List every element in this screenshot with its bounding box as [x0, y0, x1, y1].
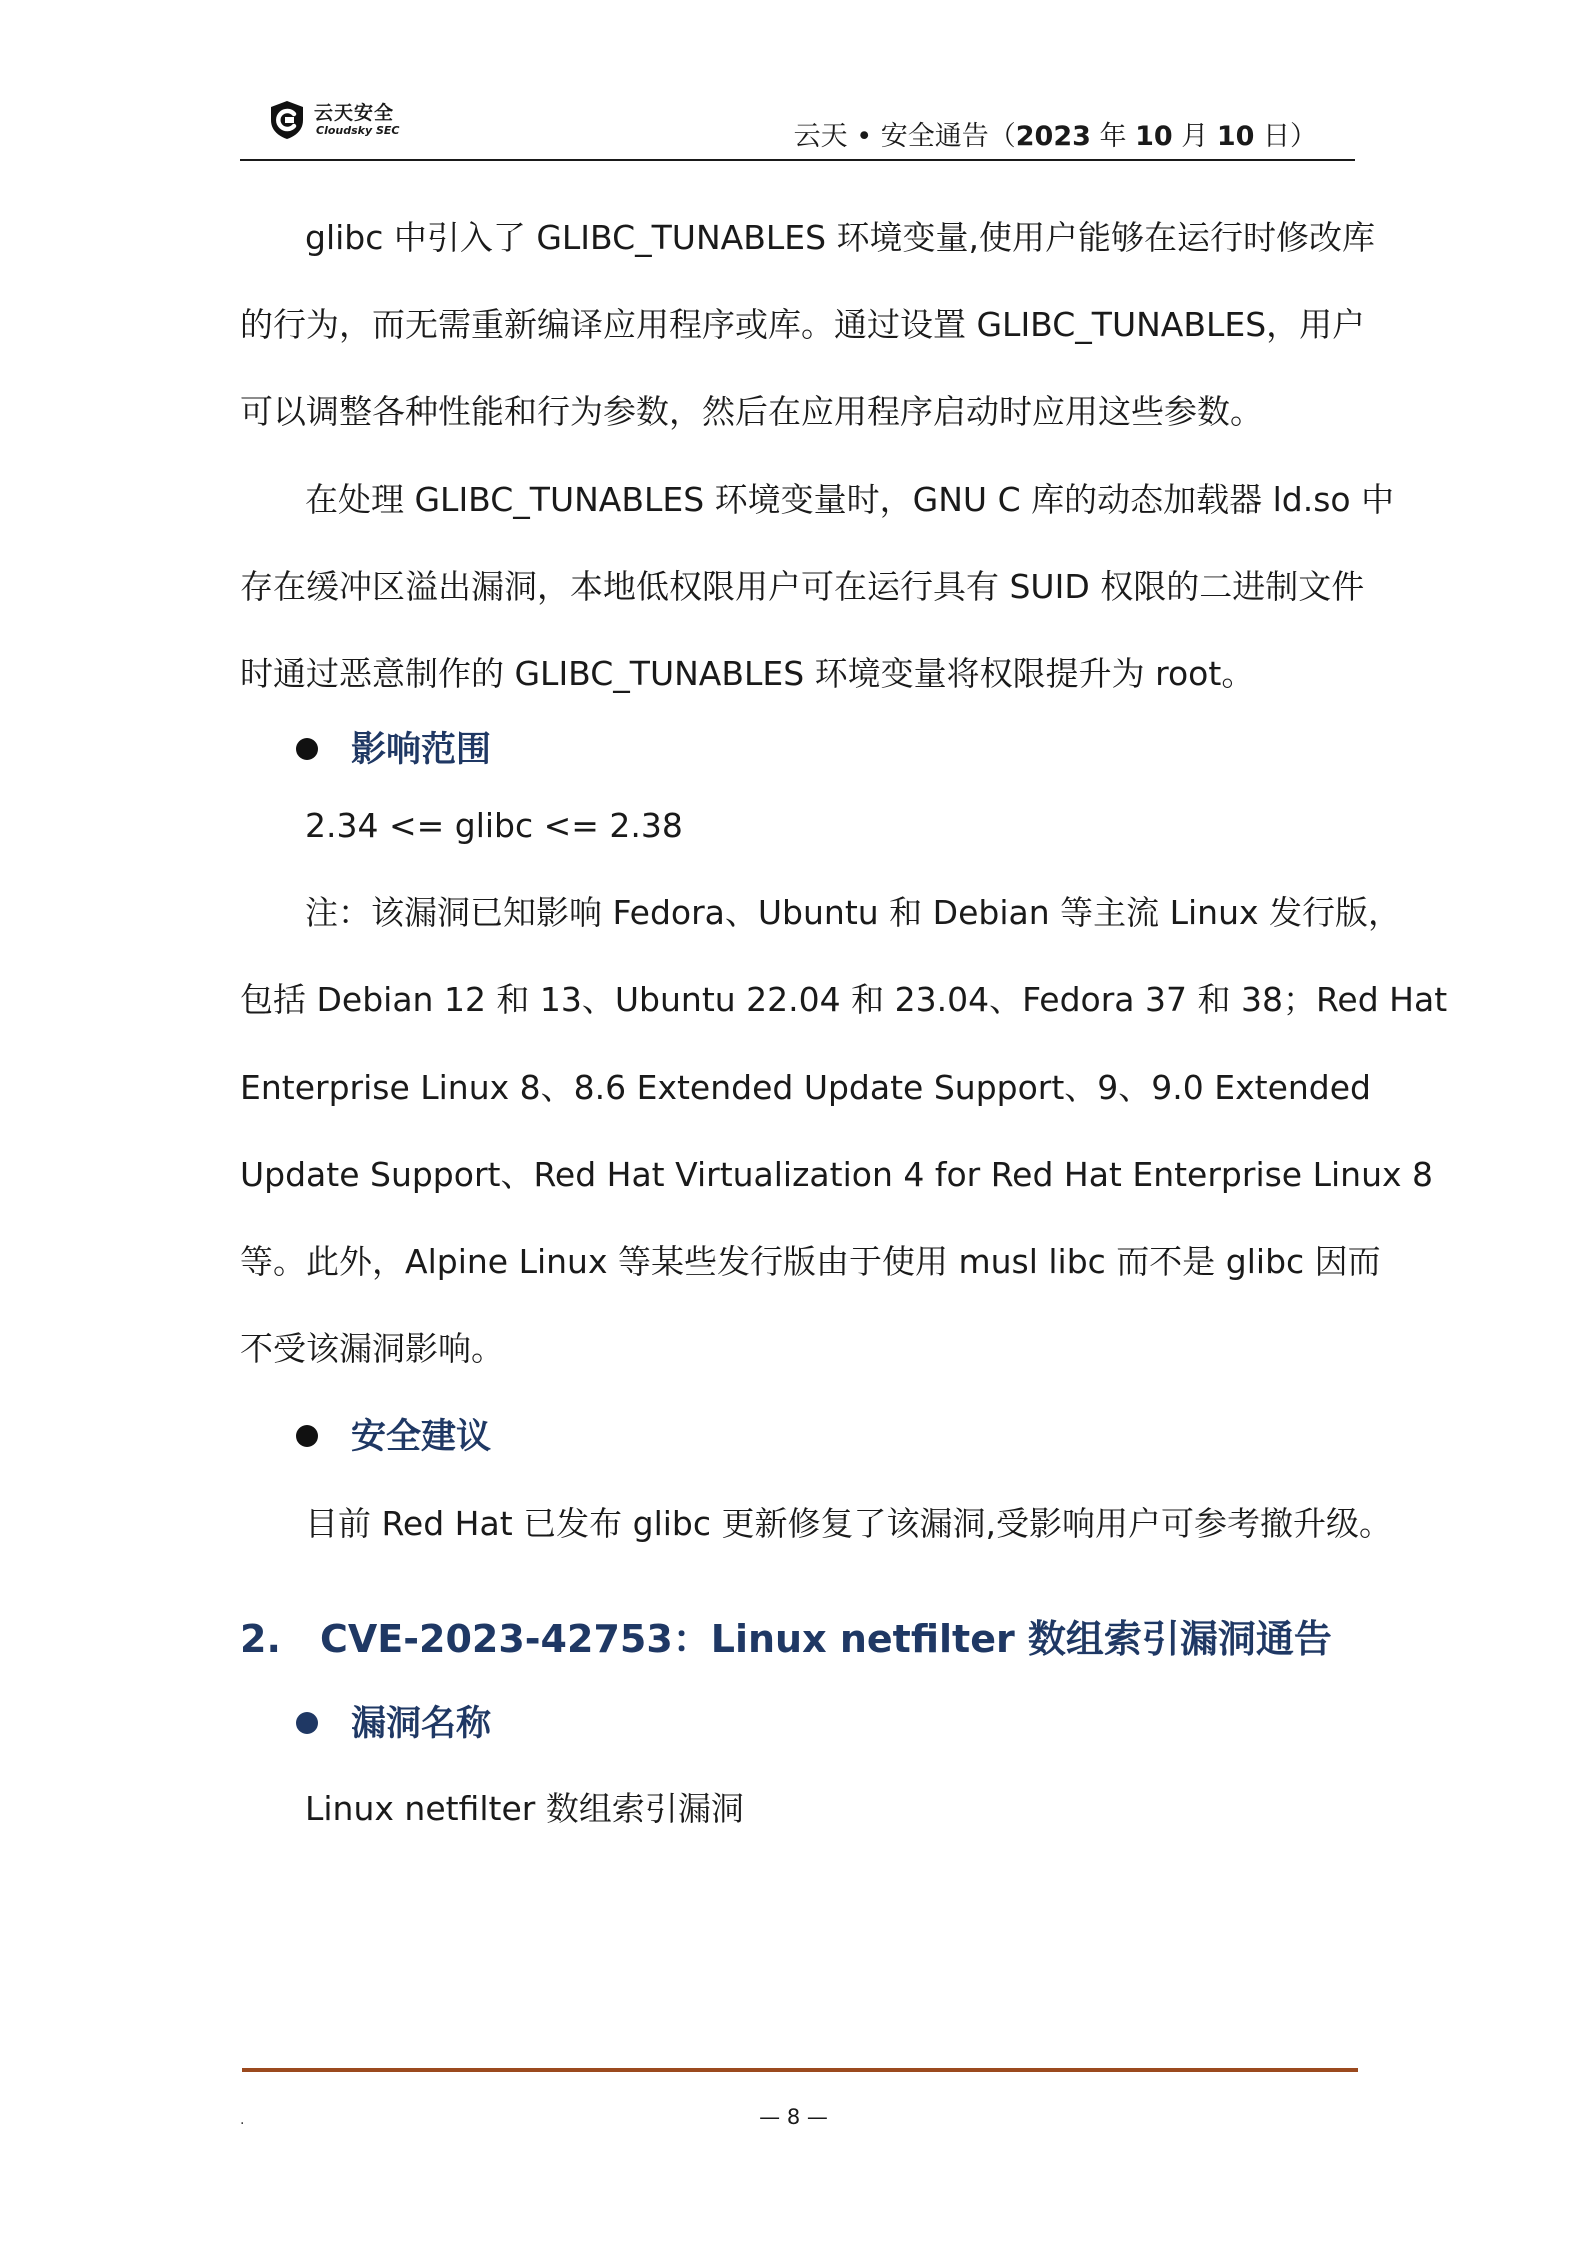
advice-heading-text: 安全建议 [351, 1417, 492, 1457]
section-number: 2. [240, 1617, 281, 1661]
bullet-dot-icon [296, 1425, 318, 1447]
intro-p1-line-2: 的行为，而无需重新编译应用程序或库。通过设置 GLIBC_TUNABLES，用户 [240, 305, 1366, 344]
header-title-suffix: 日） [1254, 121, 1317, 152]
advice-text: 目前 Red Hat 已发布 glibc 更新修复了该漏洞,受影响用户可参考撤升级。 [305, 1504, 1392, 1543]
vuln-name-heading-text: 漏洞名称 [351, 1704, 492, 1744]
scope-note-line-4: Update Support、Red Hat Virtualization 4 for Red Hat Enterprise Linux 8 [240, 1155, 1433, 1194]
company-logo [268, 96, 428, 146]
vuln-name: Linux netfilter 数组索引漏洞 [305, 1789, 744, 1828]
header-divider [240, 159, 1355, 161]
logo-english-name: Cloudsky SEC [316, 124, 400, 137]
shield-logo-icon [268, 100, 306, 140]
intro-p2-line-1: 在处理 GLIBC_TUNABLES 环境变量时，GNU C 库的动态加载器 ld.so 中 [305, 480, 1395, 519]
scope-note-line-1: 注：该漏洞已知影响 Fedora、Ubuntu 和 Debian 等主流 Linux 发行版， [305, 893, 1402, 932]
page-header [240, 90, 1355, 162]
header-title-prefix: 云天 • 安全通告（ [793, 121, 1016, 152]
header-month-unit: 月 [1172, 121, 1217, 152]
footer-divider [242, 2068, 1358, 2072]
scope-note-line-2: 包括 Debian 12 和 13、Ubuntu 22.04 和 23.04、Fedora 37 和 38；Red Hat [240, 980, 1448, 1019]
scope-note-line-6: 不受该漏洞影响。 [240, 1329, 504, 1368]
header-month: 10 [1135, 121, 1173, 152]
footer-dot: . [240, 2112, 245, 2128]
section-title-text: CVE-2023-42753：Linux netfilter 数组索引漏洞通告 [320, 1617, 1332, 1661]
header-title [794, 114, 1317, 153]
intro-p2-line-3: 时通过恶意制作的 GLIBC_TUNABLES 环境变量将权限提升为 root。 [240, 654, 1255, 693]
logo-chinese-name: 云天安全 [314, 102, 395, 124]
section-2-title [240, 1612, 1332, 1666]
header-year-unit: 年 [1090, 121, 1136, 152]
intro-p1-line-1: glibc 中引入了 GLIBC_TUNABLES 环境变量,使用户能够在运行时修改库 [305, 218, 1376, 257]
scope-note-line-3: Enterprise Linux 8、8.6 Extended Update Support、9、9.0 Extended [240, 1068, 1371, 1107]
intro-p1-line-3: 可以调整各种性能和行为参数，然后在应用程序启动时应用这些参数。 [240, 392, 1263, 431]
bullet-dot-icon [296, 738, 318, 760]
intro-p2-line-2: 存在缓冲区溢出漏洞，本地低权限用户可在运行具有 SUID 权限的二进制文件 [240, 567, 1365, 606]
affected-versions: 2.34 <= glibc <= 2.38 [305, 806, 683, 845]
page-number: — 8 — [759, 2105, 828, 2129]
bullet-dot-icon [296, 1712, 318, 1734]
header-year: 2023 [1015, 121, 1091, 152]
header-day: 10 [1216, 121, 1255, 152]
scope-note-line-5: 等。此外，Alpine Linux 等某些发行版由于使用 musl libc 而不是 glibc 因而 [240, 1242, 1381, 1281]
scope-heading-text: 影响范围 [351, 730, 492, 770]
